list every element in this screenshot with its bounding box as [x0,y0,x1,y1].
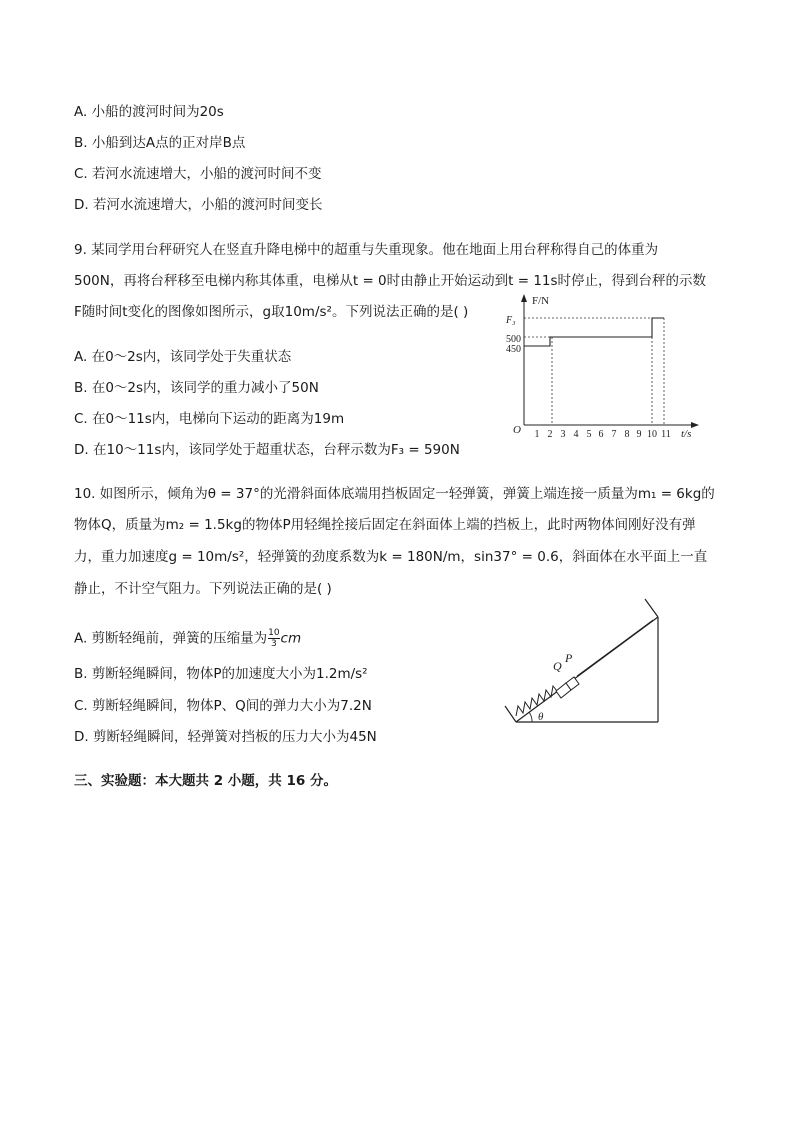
graph-y-arrow [521,294,527,302]
graph-y-tick-f3: F₃ [506,315,516,326]
bottom-baffle [505,706,516,722]
rope [577,620,653,676]
q10-stem-line-4: 静止，不计空气阻力。下列说法正确的是( ) [74,581,332,597]
graph-x-tick-8: 8 [624,429,630,440]
angle-arc [529,712,532,722]
graph-x-tick-4: 4 [573,429,579,440]
graph-x-tick-5: 5 [586,429,592,440]
graph-y-axis-label: F/N [532,295,550,307]
q8-option-a: A. 小船的渡河时间为20s [74,104,224,120]
q8-option-c: C. 若河水流速增大，小船的渡河时间不变 [74,166,322,182]
q8-option-b: B. 小船到达A点的正对岸B点 [74,135,246,151]
q10-option-a [74,628,301,649]
graph-y-tick-500: 500 [506,334,521,345]
graph-x-tick-6: 6 [598,429,604,440]
q9-option-c: C. 在0～11s内，电梯向下运动的距离为19m [74,411,345,427]
q10-incline-figure [495,590,670,730]
q10-option-b: B. 剪断轻绳瞬间，物体P的加速度大小为1.2m/s² [74,666,368,682]
graph-x-tick-10: 10 [647,429,657,440]
q9-stem-line-2: 500N，再将台秤移至电梯内称其体重，电梯从t = 0时由静止开始运动到t = 11s时停止，得到台秤的示数 [74,273,707,289]
label-theta: θ [538,711,544,723]
q8-option-d: D. 若河水流速增大，小船的渡河时间变长 [74,197,323,213]
graph-x-tick-11: 11 [661,429,671,440]
graph-x-tick-2: 2 [547,429,553,440]
spring [516,686,557,716]
top-baffle [645,599,658,617]
q10-option-c: C. 剪断轻绳瞬间，物体P、Q间的弹力大小为7.2N [74,698,372,714]
q10-option-a-text: A. 剪断轻绳前，弹簧的压缩量为 [74,630,268,647]
q10-stem-line-2: 物体Q，质量为m₂ = 1.5kg的物体P用轻绳拴接后固定在斜面体上端的挡板上，此时两物体间刚好没有弹 [74,517,696,533]
graph-y-tick-450: 450 [506,344,521,355]
q9-stem-line-3: F随时间t变化的图像如图所示，g取10m/s²。下列说法正确的是( ) [74,304,469,320]
q10-stem-line-1: 10. 如图所示，倾角为θ = 37°的光滑斜面体底端用挡板固定一轻弹簧，弹簧上端连接一质量为m₁ = 6kg的 [74,486,715,502]
q10-option-a-fraction [268,628,279,649]
graph-x-tick-7: 7 [611,429,617,440]
incline-slope [516,617,658,722]
graph-force-curve [524,318,664,346]
q9-option-b: B. 在0～2s内，该同学的重力减小了50N [74,380,319,396]
graph-x-axis-label: t/s [681,428,692,440]
q9-option-d: D. 在10～11s内，该同学处于超重状态，台秤示数为F₃ = 590N [74,442,460,458]
q9-option-a: A. 在0～2s内，该同学处于失重状态 [74,349,292,365]
q9-force-time-graph [505,292,705,442]
q10-stem-line-3: 力，重力加速度g = 10m/s²，轻弹簧的劲度系数为k = 180N/m，sin37° = 0.6，斜面体在水平面上一直 [74,549,708,565]
section-3-heading: 三、实验题：本大题共 2 小题，共 16 分。 [74,773,337,789]
label-p: P [565,651,573,665]
q10-option-a-numerator: 10 [268,628,280,638]
graph-origin-label: O [513,424,521,436]
graph-x-tick-9: 9 [636,429,642,440]
graph-x-tick-3: 3 [560,429,566,440]
q10-option-d: D. 剪断轻绳瞬间，轻弹簧对挡板的压力大小为45N [74,729,377,745]
graph-x-arrow [691,422,699,428]
graph-x-tick-1: 1 [534,429,540,440]
graph-x-ticks [535,429,671,440]
q9-stem-line-1: 9. 某同学用台秤研究人在竖直升降电梯中的超重与失重现象。他在地面上用台秤称得自己的体重为 [74,242,659,258]
q10-option-a-denominator: 3 [270,639,277,649]
q10-option-a-unit: cm [280,630,302,647]
label-q: Q [553,659,562,673]
